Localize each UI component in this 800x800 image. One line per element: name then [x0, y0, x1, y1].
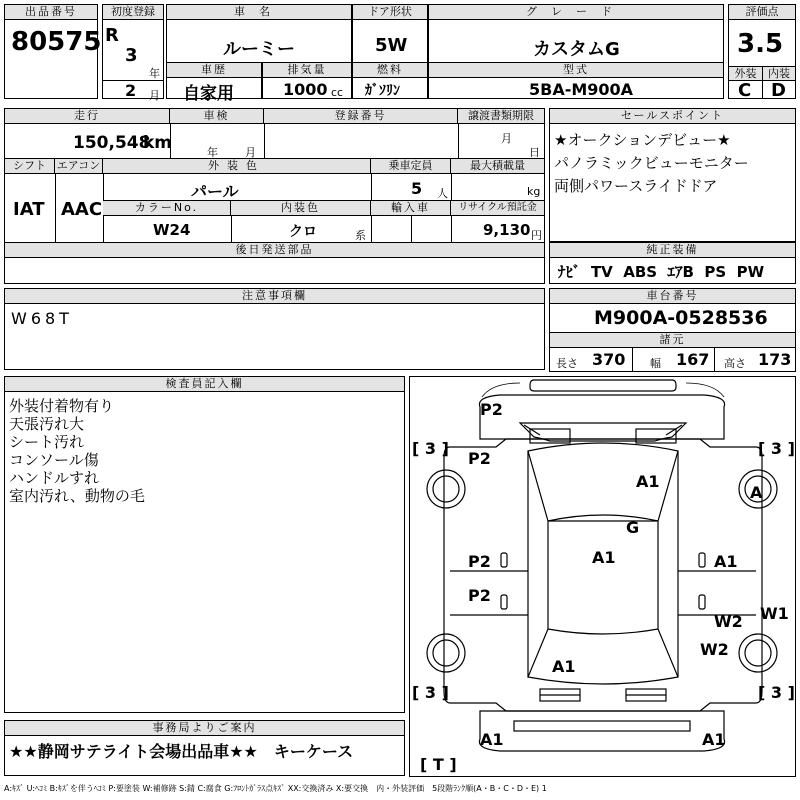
year-unit: 年: [149, 67, 160, 80]
recycle-fee: 9,130: [483, 221, 531, 239]
lot-label: 出品番号: [5, 5, 97, 20]
office-text: ★★静岡サテライト会場出品車★★ キーケース: [9, 742, 354, 761]
height-label: 高さ: [724, 357, 746, 370]
shift-label: シフト: [5, 159, 55, 174]
model-box: [428, 62, 724, 99]
sales-point-label: セールスポイント: [550, 109, 795, 124]
car-diagram: [409, 376, 796, 777]
mark-hood-left: P2: [468, 449, 491, 468]
model-label: 型式: [429, 63, 723, 78]
transfer-label: 譲渡書類期限: [458, 109, 544, 124]
mark-door-fr: A1: [714, 552, 738, 571]
notes-box: [4, 288, 545, 370]
ac: AAC: [61, 199, 103, 220]
int-grade: D: [771, 80, 786, 101]
first-reg-box: [102, 4, 164, 102]
width: 167: [676, 350, 710, 369]
dims-label: 諸元: [550, 333, 795, 348]
lot-box: [4, 4, 102, 99]
history: 自家用: [183, 84, 234, 104]
history-label: 車歴: [167, 63, 261, 78]
equipment-list: ﾅﾋﾞ TV ABS ｴｱB PS PW: [558, 263, 765, 281]
transfer-month-unit: 月: [501, 132, 512, 145]
inspector-line: ハンドルすれ: [9, 469, 100, 487]
color-no-label: カラーNo.: [103, 201, 231, 216]
office-label: 事務局よりご案内: [5, 721, 404, 736]
color-label: 外装色: [103, 159, 371, 174]
score-box: [728, 4, 796, 99]
fuel-label: 燃料: [353, 63, 427, 78]
notes-text: W68T: [11, 309, 73, 328]
inspector-label: 検査員記入欄: [5, 377, 404, 392]
transfer-day-unit: 日: [529, 146, 540, 159]
int-label: 内装: [762, 66, 795, 81]
insp-month-unit: 月: [245, 146, 256, 159]
mark-rear-roof: A1: [552, 657, 576, 676]
later-parts-label: 後日発送部品: [5, 243, 544, 258]
km-unit: km: [143, 133, 173, 153]
tire-fl: [ 3 ]: [412, 439, 449, 458]
interior-color-label: 内装色: [231, 201, 371, 216]
grade: カスタムG: [533, 39, 620, 60]
exterior-color: パール: [191, 182, 239, 201]
mark-rear-l: A1: [480, 730, 504, 749]
mark-hood: A1: [636, 472, 660, 491]
inspector-line: シート汚れ: [9, 433, 85, 451]
insp-year-unit: 年: [207, 146, 218, 159]
equipment-label: 純正装備: [550, 243, 795, 258]
tire-rl: [ 3 ]: [412, 683, 449, 702]
recycle-unit: 円: [531, 229, 542, 242]
car-outline: [410, 377, 795, 776]
car-name-label: 車名: [167, 5, 351, 20]
interior-color: クロ: [289, 224, 317, 240]
mileage: 150,548: [73, 133, 151, 153]
spare-tire: [ T ]: [420, 755, 457, 774]
displacement: 1000: [283, 80, 328, 99]
load-unit: kg: [527, 185, 541, 198]
sales-point-item: パノラミックビューモニター: [554, 154, 749, 172]
interior-color-suffix: 系: [355, 229, 366, 242]
cc-unit: cc: [331, 86, 344, 99]
tire-rr: [ 3 ]: [758, 683, 795, 702]
score: 3.5: [737, 29, 784, 59]
fuel: ｶﾞｿﾘﾝ: [365, 83, 400, 99]
inspector-line: コンソール傷: [9, 451, 99, 469]
capacity: 5: [411, 179, 423, 198]
inspector-line: 外装付着物有り: [9, 397, 115, 415]
model: 5BA-M900A: [529, 80, 634, 99]
mark-front-bumper: P2: [480, 400, 503, 419]
reg-year: 3: [125, 45, 138, 66]
recycle-label: リサイクル預託金: [451, 201, 544, 216]
equipment-box: [549, 242, 796, 284]
sales-point-item: 両側パワースライドドア: [554, 177, 718, 195]
displacement-label: 排気量: [263, 63, 351, 78]
door-type: 5W: [375, 35, 408, 56]
fuel-box: [352, 62, 428, 99]
door-label: ドア形状: [353, 5, 427, 20]
mark-fender-r: A: [750, 483, 763, 502]
notes-label: 注意事項欄: [5, 289, 544, 304]
ext-label: 外装: [729, 66, 762, 81]
color-no: W24: [153, 221, 191, 239]
history-box: [166, 62, 262, 104]
inspector-box: [4, 376, 405, 713]
grade-label: グレード: [429, 5, 723, 20]
import-label: 輸入車: [371, 201, 451, 216]
inspector-line: 室内汚れ、動物の毛: [9, 487, 145, 505]
sales-point-item: ★オークションデビュー★: [554, 131, 731, 149]
car-name: ルーミー: [223, 39, 295, 60]
mark-door-rr: W2: [714, 612, 743, 631]
mark-windshield: G: [626, 518, 640, 537]
mark-side-r: W1: [760, 604, 789, 623]
office-box: [4, 720, 405, 776]
mark-roof: A1: [592, 548, 616, 567]
inspection-label: 車検: [170, 109, 264, 124]
mileage-label: 走行: [5, 109, 170, 124]
month-unit: 月: [149, 89, 160, 102]
width-label: 幅: [650, 357, 661, 370]
legend: A:ｷｽﾞ U:ﾍｺﾐ B:ｷｽﾞを伴うﾍｺﾐ P:要塗装 W:補修跡 S:錆 C:腐食 G:ﾌﾛﾝﾄｶﾞﾗｽ点ｷｽﾞ XX:交換済み X:要交換 内・外装評価 5段階ﾗﾝｸ順(A・B・C・D・E) 1: [4, 784, 547, 793]
chassis-box: [549, 288, 796, 372]
regno-label: 登録番号: [264, 109, 458, 124]
era: R: [105, 25, 119, 46]
mark-door-fl: P2: [468, 552, 491, 571]
score-label: 評価点: [729, 5, 795, 20]
displacement-box: [262, 62, 352, 99]
lot-number: 80575: [11, 27, 102, 57]
chassis-number: M900A-0528536: [594, 307, 768, 329]
height: 173: [758, 350, 792, 369]
capacity-label: 乗車定員: [371, 159, 451, 174]
ext-grade: C: [738, 80, 752, 101]
shift: IAT: [13, 199, 45, 220]
tire-fr: [ 3 ]: [758, 439, 795, 458]
reg-month: 2: [125, 81, 137, 100]
first-reg-label: 初度登録: [103, 5, 163, 20]
mark-door-rl: P2: [468, 586, 491, 605]
capacity-unit: 人: [437, 187, 448, 200]
load-label: 最大積載量: [451, 159, 544, 174]
sales-point-box: [549, 108, 796, 242]
ac-label: エアコン: [55, 159, 103, 174]
mark-rear-r: A1: [702, 730, 726, 749]
length: 370: [592, 350, 626, 369]
chassis-label: 車台番号: [550, 289, 795, 304]
inspector-line: 天張汚れ大: [9, 415, 85, 433]
mark-quarter-r: W2: [700, 640, 729, 659]
spec-box: [4, 108, 545, 284]
length-label: 長さ: [556, 357, 578, 370]
